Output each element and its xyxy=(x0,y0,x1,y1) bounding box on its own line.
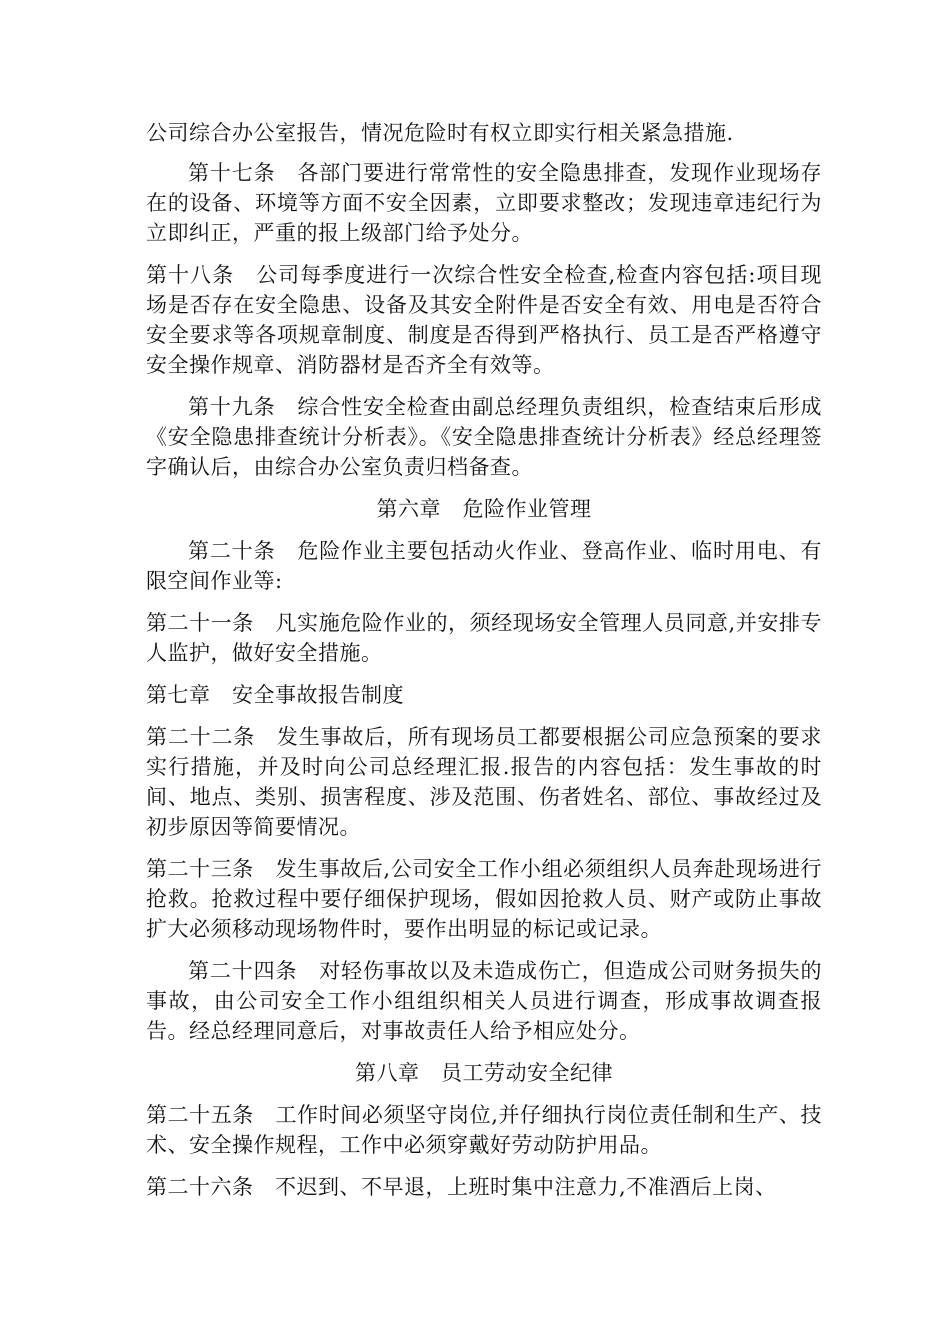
chapter-7-heading: 第七章 安全事故报告制度 xyxy=(146,683,404,707)
chapter-6-heading: 第六章 危险作业管理 xyxy=(376,497,592,521)
paragraph-continuation: 公司综合办公室报告，情况危险时有权立即实行相关紧急措施. xyxy=(146,121,734,145)
article-19: 第十九条 综合性安全检查由副总经理负责组织，检查结束后形成《安全隐患排查统计分析表》。《安全隐患排查统计分析表》经总经理签字确认后，由综合办公室负责归档备查。 xyxy=(146,395,822,479)
article-24: 第二十四条 对轻伤事故以及未造成伤亡，但造成公司财务损失的事故，由公司安全工作小组组织相关人员进行调查，形成事故调查报告。经总经理同意后，对事故责任人给予相应处分。 xyxy=(146,959,822,1043)
article-25: 第二十五条 工作时间必须坚守岗位,并仔细执行岗位责任制和生产、技术、安全操作规程，工作中必须穿戴好劳动防护用品。 xyxy=(146,1103,822,1157)
article-26: 第二十六条 不迟到、不早退，上班时集中注意力,不准酒后上岗、 xyxy=(146,1175,777,1199)
chapter-8-heading: 第八章 员工劳动安全纪律 xyxy=(355,1061,613,1085)
article-22: 第二十二条 发生事故后，所有现场员工都要根据公司应急预案的要求实行措施，并及时向公司总经理汇报.报告的内容包括：发生事故的时间、地点、类别、损害程度、涉及范围、伤者姓名、部位、事故经过及初步原因等简要情况。 xyxy=(146,725,822,839)
article-17: 第十七条 各部门要进行常常性的安全隐患排查，发现作业现场存在的设备、环境等方面不安全因素，立即要求整改；发现违章违纪行为立即纠正，严重的报上级部门给予处分。 xyxy=(146,161,822,245)
article-20: 第二十条 危险作业主要包括动火作业、登高作业、临时用电、有限空间作业等: xyxy=(146,539,822,593)
article-18: 第十八条 公司每季度进行一次综合性安全检查,检查内容包括:项目现场是否存在安全隐患、设备及其安全附件是否安全有效、用电是否符合安全要求等各项规章制度、制度是否得到严格执行、员工是否严格遵守安全操作规章、消防器材是否齐全有效等。 xyxy=(146,263,822,377)
document-page xyxy=(146,118,822,1214)
article-21: 第二十一条 凡实施危险作业的，须经现场安全管理人员同意,并安排专人监护，做好安全措施。 xyxy=(146,611,822,665)
article-23: 第二十三条 发生事故后,公司安全工作小组必须组织人员奔赴现场进行抢救。抢救过程中要仔细保护现场，假如因抢救人员、财产或防止事故扩大必须移动现场物件时，要作出明显的标记或记录。 xyxy=(146,857,822,941)
